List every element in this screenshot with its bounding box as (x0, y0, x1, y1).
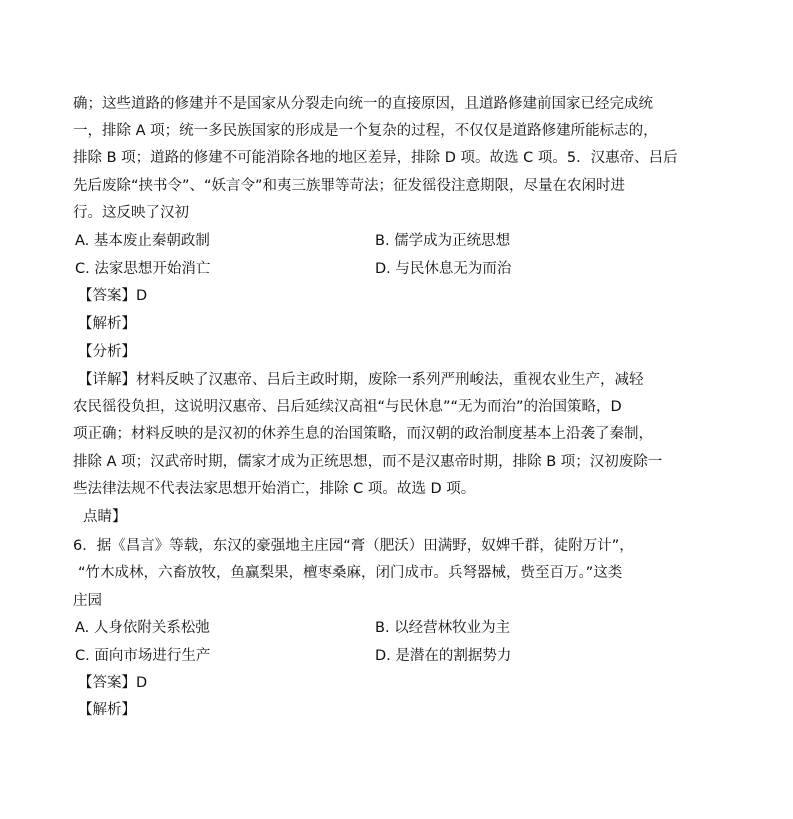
question-line: 6．据《昌言》等载，东汉的豪强地主庄园“膏（肥沃）田满野，奴婢千群，徒附万计”， (73, 538, 634, 554)
analysis-label: 【解析】 (78, 316, 136, 332)
option-a: A. 基本废止秦朝政制 (75, 233, 210, 249)
answer-label: 【答案】D (78, 675, 148, 691)
detail-line: 项正确；材料反映的是汉初的休养生息的治国策略，而汉朝的政治制度基本上沿袭了秦制， (73, 426, 653, 442)
fenxi-label: 【分析】 (78, 344, 136, 360)
paragraph-line: 行。这反映了汉初 (73, 205, 189, 221)
detail-line: 农民徭役负担，这说明汉惠帝、吕后延续汉高祖“与民休息”“无为而治”的治国策略，D (73, 399, 622, 415)
detail-line: 排除 A 项；汉武帝时期，儒家才成为正统思想，而不是汉惠帝时期，排除 B 项；汉初废除一 (73, 454, 663, 470)
detail-line: 些法律法规不代表法家思想开始消亡，排除 C 项。故选 D 项。 (73, 481, 476, 497)
paragraph-line: 一，排除 A 项；统一多民族国家的形成是一个复杂的过程，不仅仅是道路修建所能标志的， (73, 123, 658, 139)
paragraph-line: 排除 B 项；道路的修建不可能消除各地的地区差异，排除 D 项。故选 C 项。5．汉惠帝、吕后 (73, 150, 678, 166)
option-b: B. 以经营林牧业为主 (375, 620, 511, 636)
option-c: C. 法家思想开始消亡 (75, 261, 211, 277)
answer-label: 【答案】D (78, 288, 148, 304)
option-b: B. 儒学成为正统思想 (375, 233, 511, 249)
dianjing-label: 点睛】 (83, 509, 127, 525)
paragraph-line: 先后废除“挟书令”、“妖言令”和夷三族罪等苛法；征发徭役注意期限，尽量在农闲时进 (73, 178, 626, 194)
detail-line: 【详解】材料反映了汉惠帝、吕后主政时期，废除一系列严刑峻法，重视农业生产，减轻 (78, 372, 644, 388)
option-d: D. 是潜在的割据势力 (375, 648, 512, 664)
paragraph-line: 确；这些道路的修建并不是国家从分裂走向统一的直接原因，且道路修建前国家已经完成统 (73, 96, 653, 112)
question-line: 庄园 (73, 593, 102, 609)
option-d: D. 与民休息无为而治 (375, 261, 512, 277)
option-a: A. 人身依附关系松弛 (75, 620, 210, 636)
analysis-label: 【解析】 (78, 702, 136, 718)
option-c: C. 面向市场进行生产 (75, 648, 211, 664)
question-line: “竹木成林，六畜放牧，鱼赢梨果，檀枣桑麻，闭门成市。兵弩器械，赀至百万。”这类 (78, 565, 623, 581)
